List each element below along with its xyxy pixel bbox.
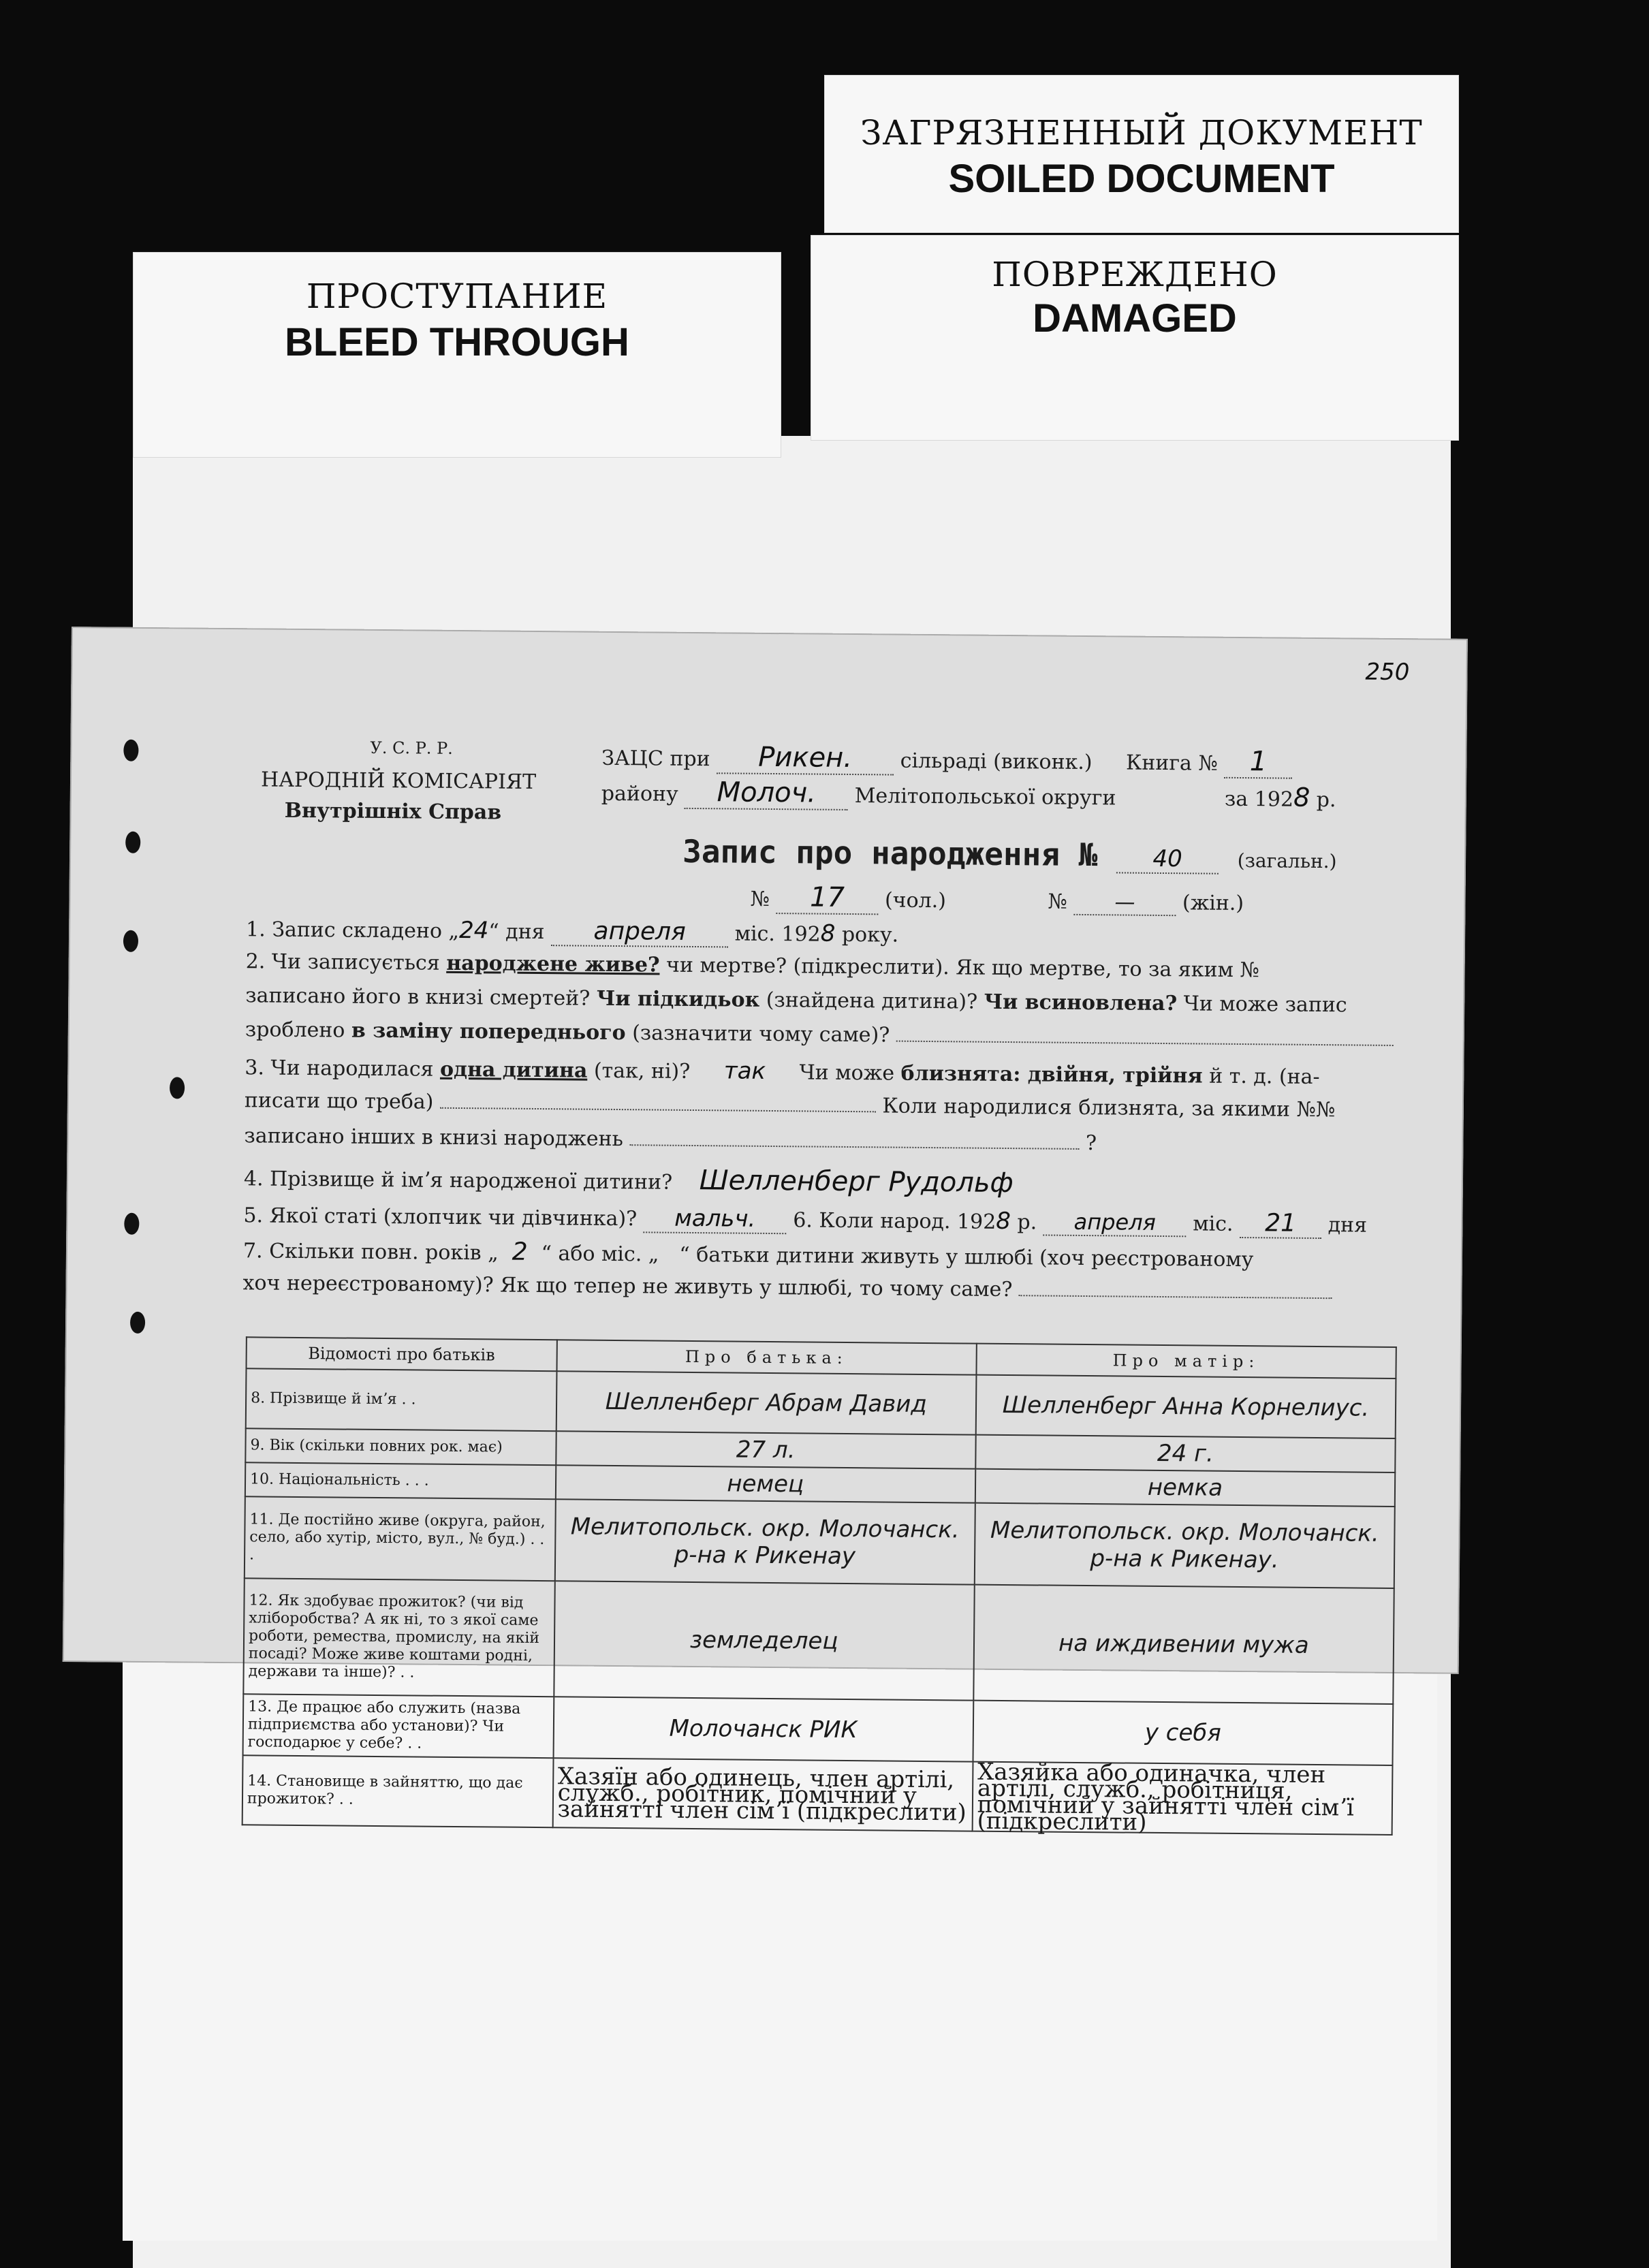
bleed-label-en: BLEED THROUGH xyxy=(134,319,781,365)
table-row xyxy=(242,1755,1393,1835)
record-title-line xyxy=(682,833,1337,875)
line-11 xyxy=(242,1271,1332,1304)
record-year-digit: 8 xyxy=(821,920,836,947)
line-4-text-b: (зазначити чому саме)? xyxy=(625,1021,890,1047)
line-6 xyxy=(245,1088,1336,1122)
twins-label: близнята: двійня, трійня xyxy=(900,1062,1202,1088)
birth-month: апреля xyxy=(1043,1208,1187,1237)
line-7-blank xyxy=(629,1144,1079,1150)
line-3-text-b: (знайдена дитина)? xyxy=(759,988,984,1014)
soiled-label-ru: ЗАГРЯЗНЕННЫЙ ДОКУМЕНТ xyxy=(825,113,1458,153)
damaged-label xyxy=(811,235,1459,441)
punch-hole xyxy=(124,1213,139,1235)
line-9-text-b: 6. Коли народ. 192 xyxy=(793,1208,996,1234)
line-1-text-d: року. xyxy=(842,923,899,947)
line-5-text-a: 3. Чи народилася xyxy=(245,1056,440,1082)
line-10-text-c: “ батьки дитини живуть у шлюбі (хоч реєстрованому xyxy=(679,1243,1253,1272)
line-9-text-c: р. xyxy=(1017,1210,1037,1234)
line-5-text-c: Чи може xyxy=(799,1060,900,1085)
issuer-line3: Внутрішніх Справ xyxy=(285,799,502,825)
punch-hole xyxy=(125,832,140,853)
table-row xyxy=(243,1578,1394,1704)
foundling-label: Чи підкидьок xyxy=(597,987,760,1012)
line-6-blank xyxy=(440,1107,876,1113)
line-4-blank xyxy=(896,1041,1394,1046)
table-row xyxy=(243,1694,1394,1765)
father-residence: Мелитопольск. окр. Молочанск. р-на к Рикенау xyxy=(554,1499,975,1584)
line-9 xyxy=(243,1200,1367,1239)
line-9-text-e: дня xyxy=(1328,1213,1368,1237)
header-father: Про батька: xyxy=(556,1340,977,1374)
mother-workplace: у себя xyxy=(973,1701,1393,1765)
mother-livelihood: на иждивении мужа xyxy=(973,1585,1394,1704)
header-info: Відомості про батьків xyxy=(247,1337,557,1371)
line-3-text-c: Чи може запис xyxy=(1177,992,1347,1017)
table-row xyxy=(246,1368,1396,1438)
issuer-line2: НАРОДНІЙ КОМІСАРІЯТ xyxy=(261,768,536,794)
punch-hole xyxy=(130,1312,145,1334)
line-8-text: 4. Прізвище й імʼя народженої дитини? xyxy=(244,1167,673,1194)
line-6-text-a: писати що треба) xyxy=(245,1088,434,1114)
female-number: — xyxy=(1073,890,1176,916)
line-9-text-d: міс. xyxy=(1193,1212,1234,1236)
line-2-text-a: 2. Чи записується xyxy=(246,949,447,975)
punch-hole xyxy=(123,740,138,761)
line-10-text-a: 7. Скільки повн. років „ xyxy=(243,1239,499,1265)
row-question: 13. Де працює або служить (назва підприємства або установи)? Чи господарює у себе? . . xyxy=(243,1694,554,1758)
book-label: Книга № xyxy=(1126,751,1218,776)
zags-suffix: сільраді (виконк.) xyxy=(900,749,1093,774)
year-digit: 8 xyxy=(1293,783,1310,813)
district-line xyxy=(601,776,1336,815)
line-4 xyxy=(245,1018,1394,1052)
line-5-text-d: й т. д. (на- xyxy=(1202,1065,1319,1089)
father-workplace: Молочанск РИК xyxy=(553,1697,973,1761)
issuer-line1: У. С. Р. Р. xyxy=(370,738,453,758)
parents-table xyxy=(242,1336,1397,1836)
child-sex: мальч. xyxy=(644,1204,787,1234)
line-5 xyxy=(245,1053,1320,1090)
year-suffix: р. xyxy=(1317,788,1336,812)
header-mother: Про матір: xyxy=(976,1344,1396,1379)
father-age: 27 л. xyxy=(556,1431,976,1468)
child-name: Шелленберг Рудольф xyxy=(700,1165,1014,1199)
line-10-text-b: “ або міс. „ xyxy=(541,1242,659,1267)
line-7-text-b: ? xyxy=(1086,1131,1097,1155)
birth-year-digit: 8 xyxy=(996,1208,1011,1235)
father-nationality: немец xyxy=(555,1465,975,1502)
damaged-label-ru: ПОВРЕЖДЕНО xyxy=(811,255,1458,294)
line-2 xyxy=(246,949,1259,982)
row-question: 14. Становище в зайняттю, що дає прожиток? . . xyxy=(242,1755,553,1827)
single-child-label: одна дитина xyxy=(440,1058,588,1083)
record-month: апреля xyxy=(551,917,728,947)
bleed-label xyxy=(133,252,781,458)
line-7 xyxy=(244,1124,1097,1155)
female-no-sign: № xyxy=(1048,890,1067,914)
born-alive: народжене живе? xyxy=(446,951,660,977)
zags-village: Рикен. xyxy=(717,741,894,775)
line-1-text-b: “ дня xyxy=(488,919,545,944)
birth-record-card xyxy=(63,627,1468,1674)
zags-line xyxy=(601,740,1292,779)
line-1-text-a: 1. Запис складено „ xyxy=(246,917,459,943)
line-8 xyxy=(244,1161,1014,1199)
replacement-label: в заміну попереднього xyxy=(351,1019,626,1045)
female-label: (жін.) xyxy=(1182,891,1244,915)
district-prefix: району xyxy=(601,782,678,806)
district-name: Молоч. xyxy=(685,776,848,810)
record-title: Запис про народження № xyxy=(682,833,1098,873)
bleed-label-ru: ПРОСТУПАНИЕ xyxy=(134,277,781,316)
male-number: 17 xyxy=(776,881,878,915)
district-suffix: Мелітопольської округи xyxy=(855,784,1116,810)
row-question: 8. Прізвище й імʼя . . xyxy=(246,1368,556,1431)
father-livelihood: земледелец xyxy=(554,1581,975,1700)
mother-age: 24 г. xyxy=(975,1435,1396,1472)
line-1 xyxy=(246,914,898,949)
table-row xyxy=(245,1496,1395,1588)
mother-employment-status: Хазяйка або одиначка, член артілі, служб., робітниця, помічний у зайнятті член сімʼї (підкреслити) xyxy=(972,1762,1392,1835)
line-3 xyxy=(245,983,1347,1017)
line-4-text-a: зроблено xyxy=(245,1018,351,1042)
record-number: 40 xyxy=(1116,845,1219,874)
male-label: (чол.) xyxy=(885,888,946,913)
line-7-text-a: записано інших в книзі народжень xyxy=(244,1124,623,1151)
line-11-blank xyxy=(1019,1295,1332,1299)
mother-residence: Мелитопольск. окр. Молочанск. р-на к Рикенау. xyxy=(975,1503,1395,1588)
line-5-text-b: (так, ні)? xyxy=(587,1059,690,1084)
year-label: за 192 xyxy=(1225,787,1293,812)
zags-prefix: ЗАЦС при xyxy=(601,746,710,771)
record-title-suffix: (загальн.) xyxy=(1238,849,1337,872)
line-1-text-c: міс. 192 xyxy=(734,922,820,947)
line-10 xyxy=(243,1235,1254,1272)
father-employment-status: Хазяїн або одинець, член артілі, служб., робітник, помічний у зайнятті член сімʼї (підкреслити) xyxy=(552,1758,973,1831)
line-6-text-b: Коли народилися близнята, за якими №№ xyxy=(882,1094,1335,1122)
archive-number: 250 xyxy=(1365,659,1409,687)
line-2-text-b: чи мертве? (підкреслити). Як що мертве, то за яким № xyxy=(659,954,1259,983)
father-name: Шелленберг Абрам Давид xyxy=(556,1371,976,1434)
single-child-answer: так xyxy=(724,1057,766,1085)
line-11-text: хоч нереєстрованому)? Як що тепер не живуть у шлюбі, то чому саме? xyxy=(242,1271,1012,1302)
male-no-sign: № xyxy=(750,887,770,911)
mother-name: Шелленберг Анна Корнелиус. xyxy=(975,1375,1396,1438)
birth-day: 21 xyxy=(1240,1209,1321,1239)
line-9-text-a: 5. Якої статі (хлопчик чи дівчинка)? xyxy=(243,1203,637,1231)
damaged-label-en: DAMAGED xyxy=(811,296,1458,341)
row-question: 12. Як здобуває прожиток? (чи від хліборобства? А як ні, то з якої саме роботи, ремества, промислу, на якій посаді? Може живе коштами родні, держави та інше)? . . xyxy=(243,1578,554,1697)
marriage-years: 2 xyxy=(512,1238,528,1266)
adopted-label: Чи всиновлена? xyxy=(984,990,1177,1015)
record-day: 24 xyxy=(459,917,489,944)
row-question: 10. Національність . . . xyxy=(245,1462,556,1499)
soiled-label-en: SOILED DOCUMENT xyxy=(825,156,1458,202)
row-question: 9. Вік (скільки повних рок. має) xyxy=(245,1428,556,1465)
soiled-label xyxy=(824,75,1459,233)
row-question: 11. Де постійно живе (округа, район, село, або хутір, місто, вул., № буд.) . . . xyxy=(245,1496,556,1581)
punch-hole xyxy=(123,930,138,952)
subnumbers-line xyxy=(750,881,1244,918)
line-3-text-a: записано його в книзі смертей? xyxy=(245,983,597,1010)
book-number: 1 xyxy=(1224,746,1292,779)
mother-nationality: немка xyxy=(975,1469,1396,1507)
punch-hole xyxy=(170,1077,185,1099)
